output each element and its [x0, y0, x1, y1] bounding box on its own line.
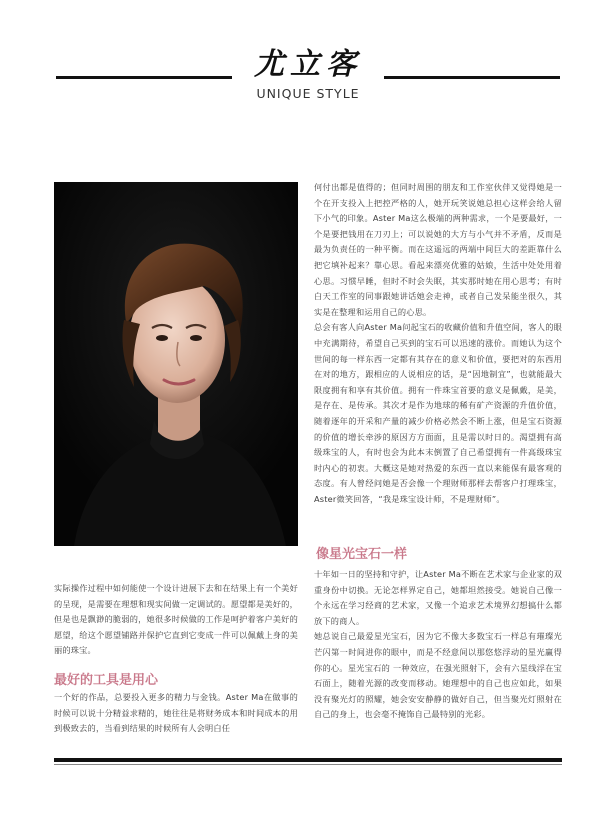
paragraph: 总会有客人向Aster Ma问起宝石的收藏价值和升值空间，客人的眼中充满期待，希望自己买到的宝石可以迅速的涨价。而她认为这个世间的每一样东西一定都有其存在的意义和价值，要把对的东西用在对的地方，跟相应的人说相应的话，是“因地制宜”，也就能最大限度拥有和享有其价值。拥有一件珠宝首要的意义是佩戴，是美，是存在、是传承。其次才是作为地球的稀有矿产资源的升值价值，随着逐年的开采和产量的减少价格必然会不断上涨，但是宝石资源的价值的增长牵涉的原因方方面面，且是需以时日的。渴望拥有高级珠宝的人，有时也会为此本末倒置了自己希望拥有一件高级珠宝时内心的初衷。大概这是她对热爱的东西一直以来能保有最客观的态度。有人曾经问她是否会像一个理财师那样去帮客户打理珠宝，Aster微笑回答，“我是珠宝设计师，不是理财师”。: [314, 322, 562, 504]
paragraph: 实际操作过程中如何能使一个设计进展下去和在结果上有一个美好的呈现，是需要在理想和现实间做一定调试的。愿望都是美好的，但是也是飘渺的脆弱的，她很多时候做的工作是呵护着客户美好的愿望，给这个愿望铺路并保护它直到它变成一件可以佩戴上身的美丽的珠宝。: [54, 583, 298, 656]
right-column-top-text: [314, 180, 562, 507]
masthead-rule-left: [56, 76, 232, 79]
portrait-illustration: [54, 182, 298, 546]
paragraph: 何付出都是值得的；但同时周围的朋友和工作室伙伴又觉得她是一个在开支投入上把控严格的人，她开玩笑说她总担心这样会给人留下小气的印象。Aster Ma这么极端的两种需求，一个是要最好，一个是要把钱用在刀刃上；可以说她的大方与小气并不矛盾，反而是最为负责任的一种平衡。而在这遥远的两端中间巨大的差距靠什么把它填补起来？靠心思。看起来漂亮优雅的姑娘，生活中处处用着心思。习惯早睡，但时不时会失眠，其实那时她在用心思考；有时白天工作室的同事跟她讲话她会走神，或者自己发呆能坐很久，其实是在整理和运用自己的心思。: [314, 182, 562, 317]
masthead-rule-right: [384, 76, 560, 79]
right-column-bottom-text: [314, 567, 562, 723]
left-column-bottom-text: [54, 581, 298, 659]
paragraph: 一个好的作品，总要投入更多的精力与金钱。Aster Ma在做事的时候可以说十分精益求精的，她往往是将财务成本和时间成本的用到极致去的，当看到结果的时候所有人会明白任: [54, 692, 298, 734]
left-column-tail-text: [54, 690, 298, 737]
footer-rule-thick: [54, 758, 562, 762]
section-heading-star-sapphire: 像星光宝石一样: [316, 547, 408, 562]
paragraph: 她总说自己最爱星光宝石，因为它不像大多数宝石一样总有璀璨光芒闪第一时间进你的眼中，而是不经意间以那悠悠浮动的星光赢得你的心。星光宝石的 一种效应，在强光照射下，会有六星线浮在宝石面上，随着光源的改变而移动。她理想中的自己也应如此，如果没有聚光灯的照耀，她会安安静静的做好自己，但当聚光灯照射在自己的身上，也会毫不掩饰自己最特别的光彩。: [314, 631, 562, 720]
column-title: 尤立客: [254, 47, 362, 82]
paragraph: 十年如一日的坚持和守护，让Aster Ma不断在艺术家与企业家的双重身份中切换。无论怎样界定自己，她都坦然接受。她说自己像一个永远在学习经商的艺术家，又像一个追求艺术境界幻想搞什么都放下的商人。: [314, 569, 562, 626]
footer-rule-thin: [54, 764, 562, 765]
column-subtitle: UNIQUE STYLE: [256, 86, 360, 101]
section-heading-best-tool: 最好的工具是用心: [54, 673, 159, 688]
portrait-photo: [54, 182, 298, 546]
